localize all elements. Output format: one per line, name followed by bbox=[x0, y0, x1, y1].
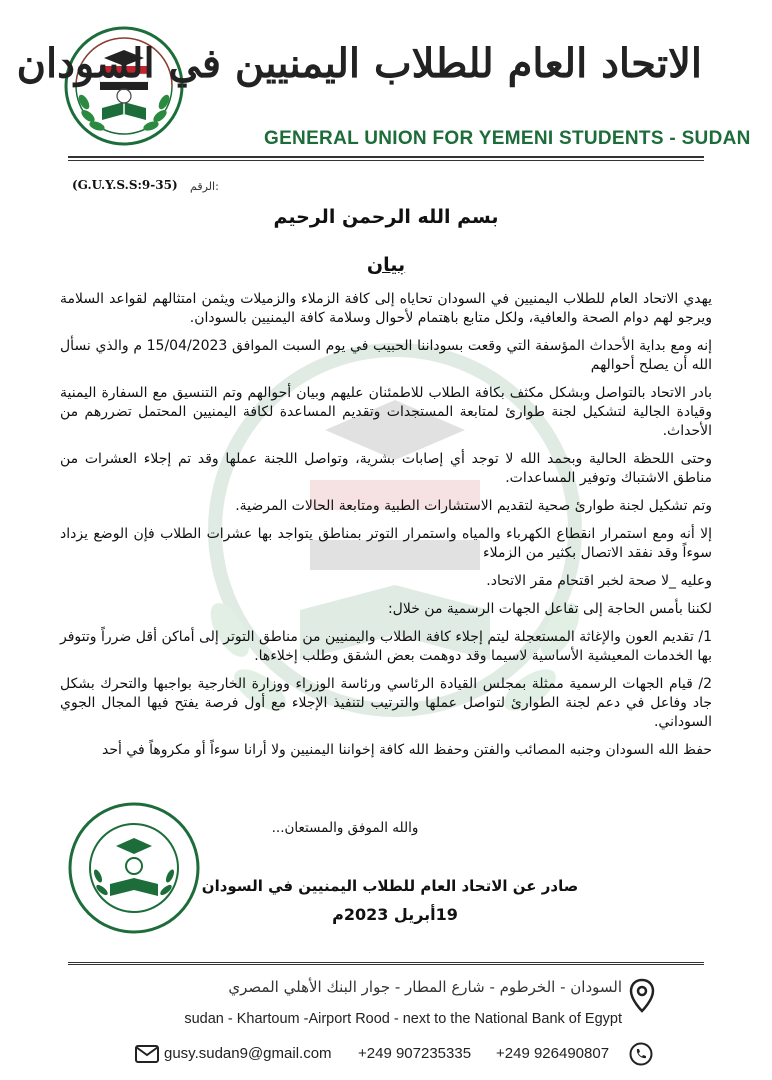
issue-date: 19أبريل 2023م bbox=[332, 905, 458, 924]
header-divider bbox=[68, 156, 704, 158]
location-pin-icon bbox=[628, 978, 656, 1014]
paragraph: 1/ تقديم العون والإغاثة المستعجلة ليتم إجلاء كافة الطلاب واليمنيين من مناطق التوتر إلى أماكن أقل ضرراً وتتوفر بها الخدمات المعيشية الأساسية لاسيما وقد دوهمت بعض الشقق وطلب إخلاءها. bbox=[60, 629, 712, 664]
paragraph: يهدي الاتحاد العام للطلاب اليمنيين في السودان تحاياه إلى كافة الزملاء والزميلات ويثمن امتثالهم لقواعد السلامة ويرجو لهم دوام الصحة والعافية، ولكل متابع باهتمام لأحوال وسلامة كافة اليمنيين بالسودان. bbox=[60, 291, 712, 326]
header-title-arabic: الاتحاد العام للطلاب اليمنيين في السودان bbox=[16, 40, 702, 87]
phone-icon bbox=[629, 1042, 653, 1066]
paragraph: إلا أنه ومع استمرار انقطاع الكهرباء والمياه واستمرار التوتر بمناطق يتواجد بها عشرات الطلاب فإن الوضع يزداد سوءاً وقد نفقد الاتصال بكثير من الزملاء bbox=[60, 526, 712, 561]
paragraph: 2/ قيام الجهات الرسمية ممثلة بمجلس القيادة الرئاسي ورئاسة الوزراء ووزارة الخارجية بواجبها والتحرك بشكل جاد وفاعل في دعم لجنة الطوارئ لتواصل عملها والترتيب لتنفيذ الإجلاء مع أول فرصة يفتح فيها المجال الجوي السوداني. bbox=[60, 676, 712, 730]
basmala: بسم الله الرحمن الرحيم bbox=[273, 206, 499, 228]
header-divider-thin bbox=[68, 160, 704, 161]
document-title: بيان bbox=[366, 254, 406, 276]
paragraph: وعليه _لا صحة لخبر اقتحام مقر الاتحاد. bbox=[486, 573, 712, 589]
address-arabic: السودان - الخرطوم - شارع المطار - جوار البنك الأهلي المصري bbox=[228, 978, 622, 996]
footer-divider bbox=[68, 962, 704, 965]
phone-number-1: +249 907235335 bbox=[358, 1045, 472, 1062]
statement-body bbox=[60, 290, 712, 769]
paragraph: حفظ الله السودان وجنبه المصائب والفتن وحفظ الله كافة إخواننا اليمنيين ولا أرانا سوءاً أو مكروهاً في أحد bbox=[101, 742, 712, 758]
phone-number-2: +249 926490807 bbox=[496, 1045, 610, 1062]
reference-code: (G.U.Y.S.S:9-35) bbox=[72, 178, 178, 192]
reference-label: الرقم: bbox=[190, 180, 219, 193]
official-stamp bbox=[66, 800, 202, 936]
email-icon bbox=[134, 1044, 160, 1064]
paragraph: لكننا بأمس الحاجة إلى تفاعل الجهات الرسمية من خلال: bbox=[387, 601, 712, 617]
email-address: gusy.sudan9@gmail.com bbox=[164, 1045, 332, 1062]
paragraph: وتم تشكيل لجنة طوارئ صحية لتقديم الاستشارات الطبية ومتابعة الحالات المرضية. bbox=[235, 498, 712, 514]
paragraph: وحتى اللحظة الحالية وبحمد الله لا توجد أي إصابات بشرية، وتواصل اللجنة عملها وقد تم إجلاء العشرات من مناطق الاشتباك وتوفير المساعدات. bbox=[60, 451, 712, 486]
issuer-line: صادر عن الاتحاد العام للطلاب اليمنيين في السودان bbox=[201, 877, 579, 895]
paragraph: إنه ومع بداية الأحداث المؤسفة التي وقعت بسوداننا الحبيب في يوم السبت الموافق 15/04/2023 م والذي نسأل الله أن يصلح أحوالهم bbox=[60, 338, 712, 373]
paragraph: بادر الاتحاد بالتواصل وبشكل مكثف بكافة الطلاب للاطمئنان عليهم وبيان أحوالهم وتم التنسيق مع السفارة اليمنية وقيادة الجالية لتشكيل لجنة طوارئ لمتابعة المستجدات وتقديم المساعدة لكافة اليمنيين المحتمل تضررهم من الأحداث. bbox=[60, 385, 712, 439]
header-title-english: GENERAL UNION FOR YEMENI STUDENTS - SUDAN bbox=[264, 128, 751, 149]
closing-line: والله الموفق والمستعان... bbox=[271, 820, 419, 836]
address-english: sudan - Khartoum -Airport Rood - next to the National Bank of Egypt bbox=[184, 1011, 622, 1027]
